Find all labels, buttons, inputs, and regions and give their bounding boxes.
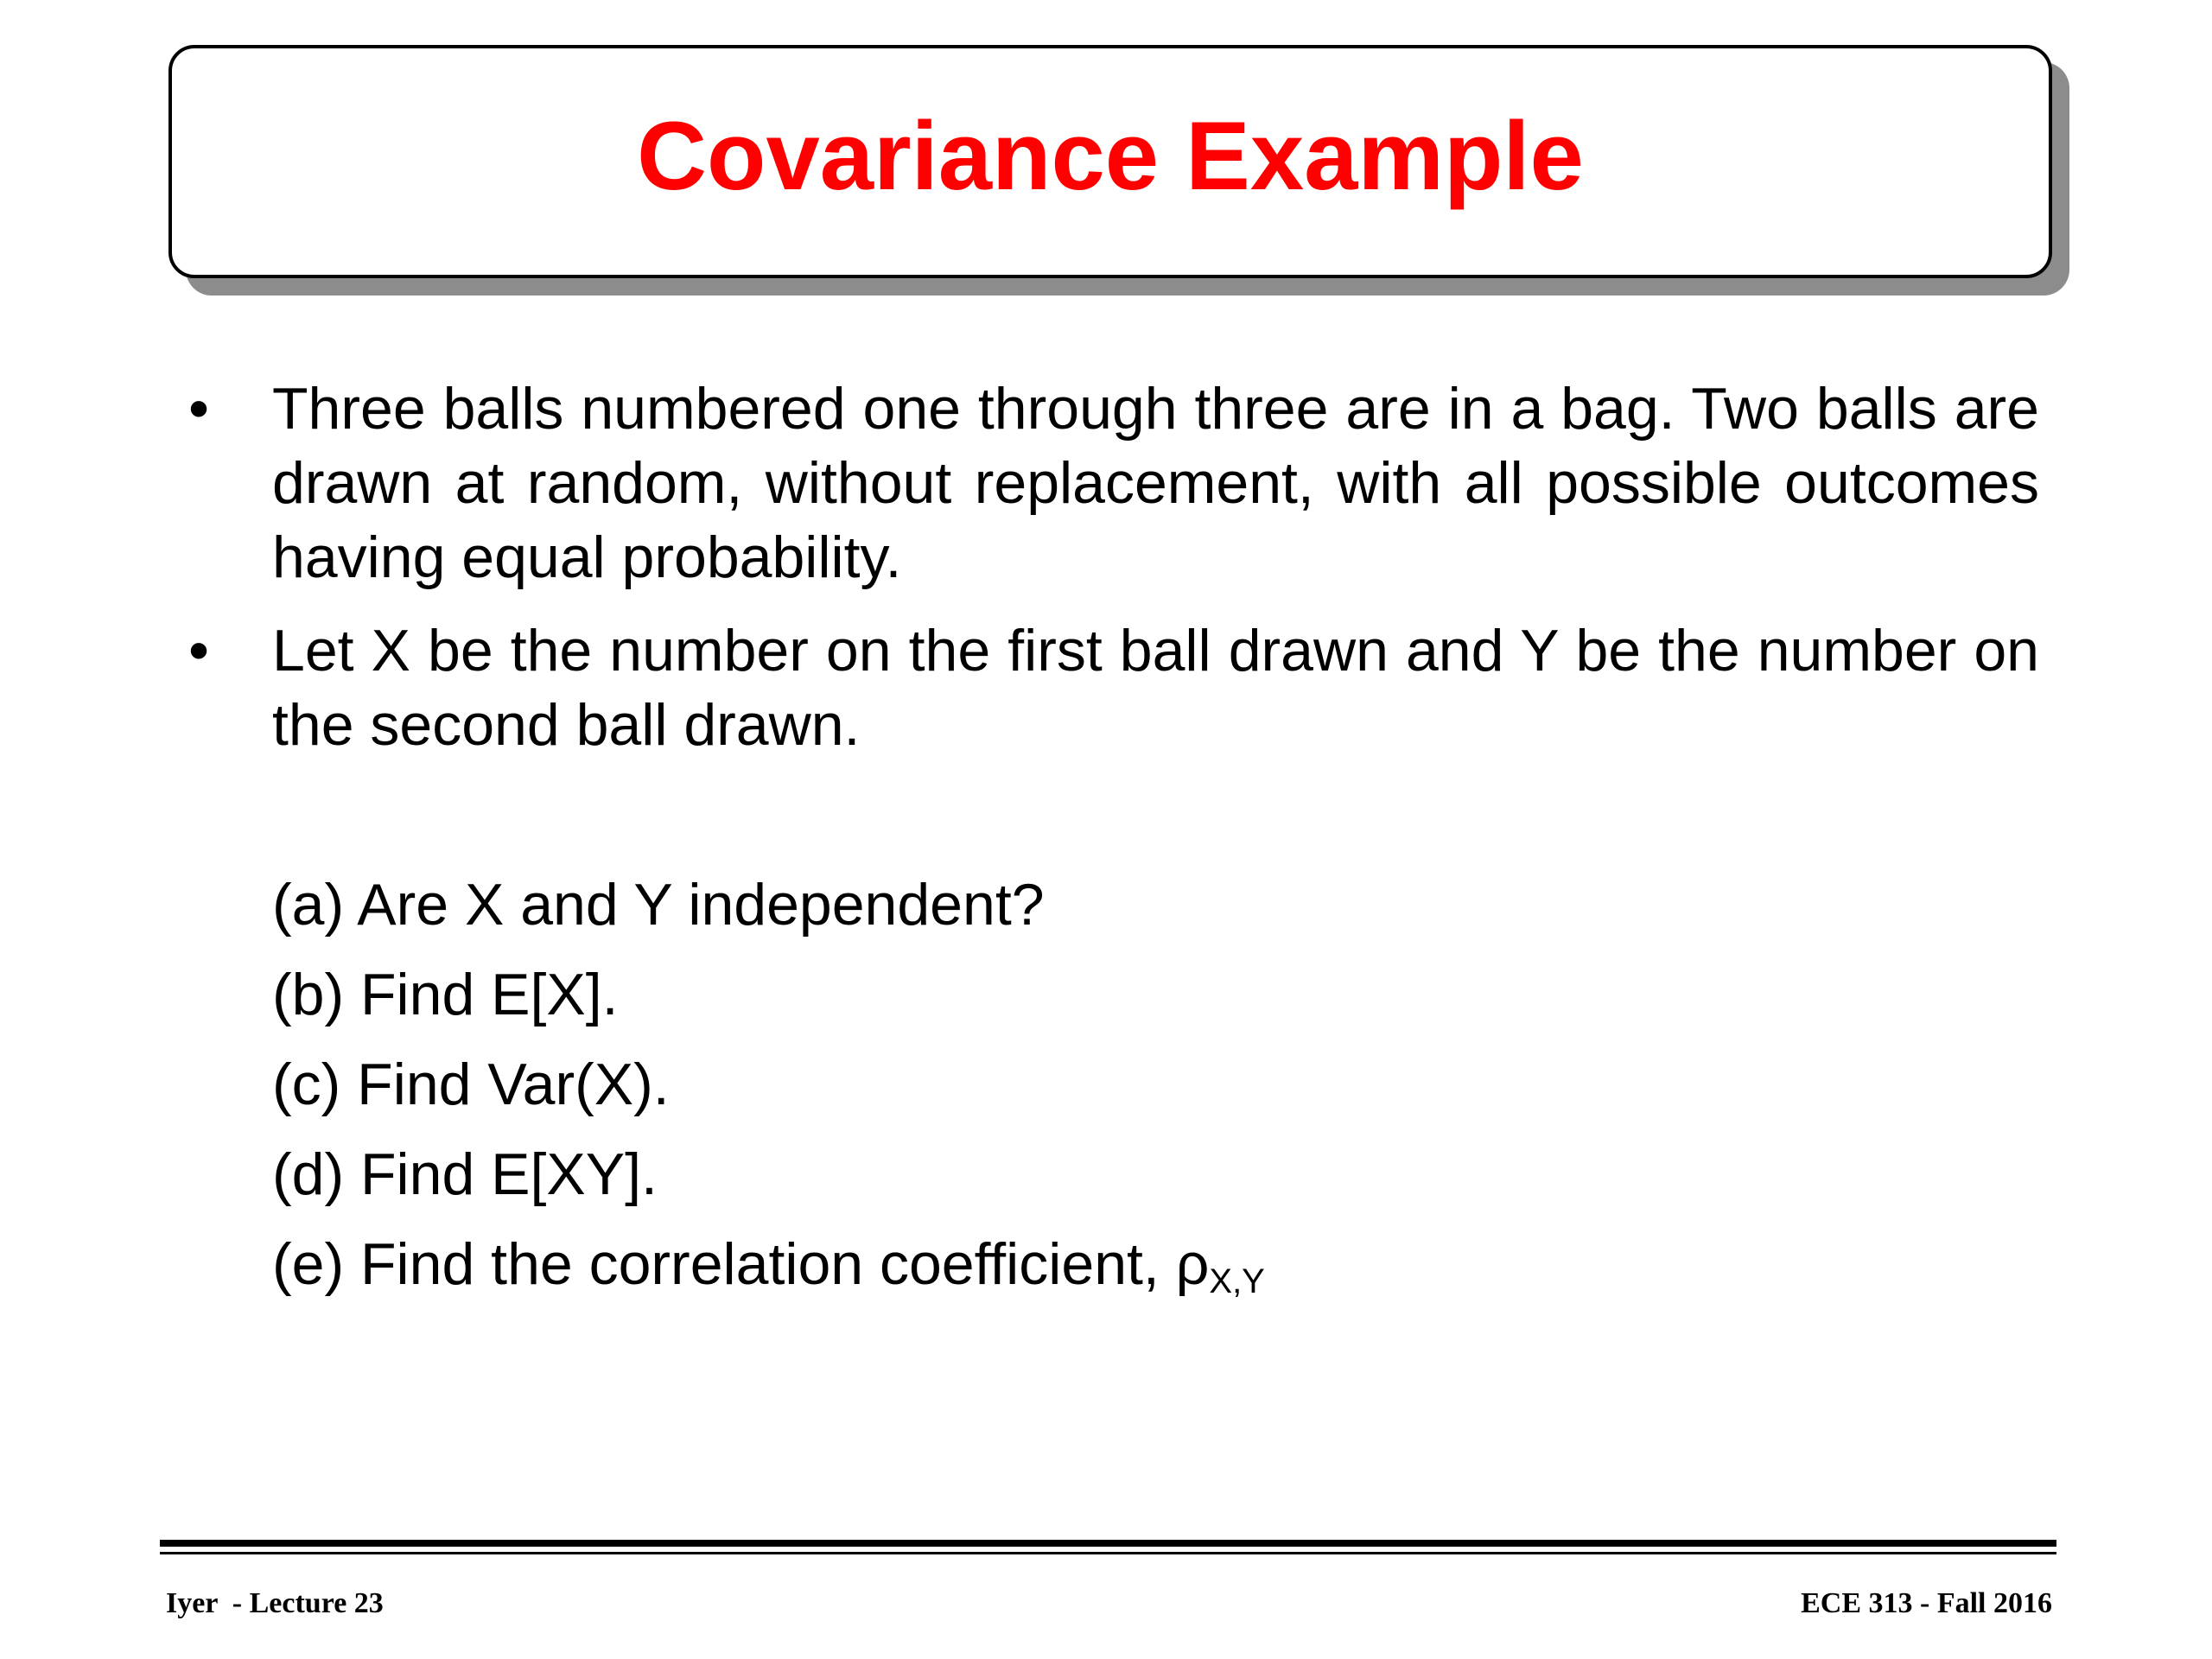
- question-e-text: (e) Find the correlation coefficient, ρ: [272, 1231, 1210, 1297]
- question-list: [272, 860, 1265, 1326]
- question-b: (b) Find E[X].: [272, 962, 619, 1027]
- footer-lecture: Iyer - Lecture 23: [166, 1587, 384, 1619]
- bullet-text: Let X be the number on the first ball drawn and Y be the number on the second ball drawn.: [272, 618, 2039, 758]
- title-box: [168, 45, 2052, 278]
- question-e: [272, 1219, 1265, 1326]
- footer-divider-thick: [160, 1540, 2056, 1547]
- question-d: (d) Find E[XY].: [272, 1141, 658, 1207]
- footer-course: ECE 313 - Fall 2016: [1801, 1587, 2052, 1619]
- question-c: (c) Find Var(X).: [272, 1052, 670, 1117]
- slide-title: Covariance Example: [637, 102, 1584, 210]
- bullet-dot: •: [188, 618, 209, 683]
- bullet-item: [181, 372, 2039, 594]
- bullet-list: [181, 372, 2039, 781]
- bullet-dot: •: [188, 376, 209, 442]
- question-a: (a) Are X and Y independent?: [272, 872, 1045, 938]
- footer-divider-thin: [160, 1552, 2056, 1554]
- bullet-text: Three balls numbered one through three are in a bag. Two balls are drawn at random, without replacement, with all possible outcomes having equal probability.: [272, 376, 2039, 590]
- question-e-subscript: X,Y: [1209, 1262, 1265, 1300]
- bullet-item: [181, 613, 2039, 762]
